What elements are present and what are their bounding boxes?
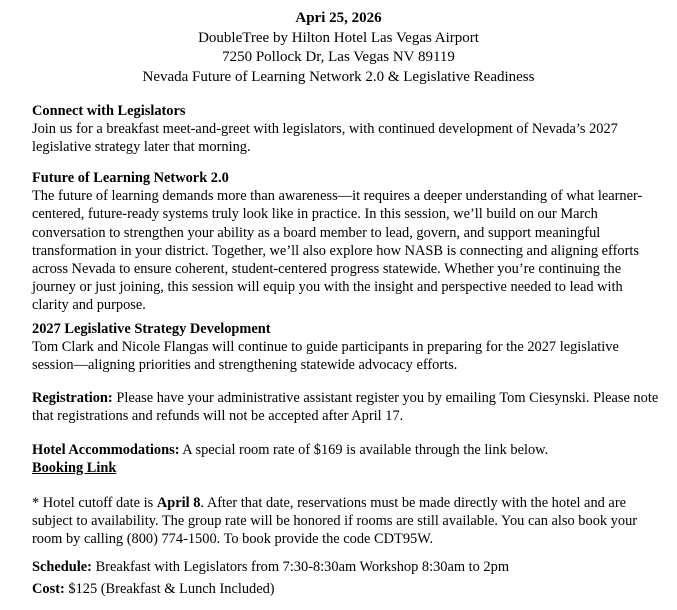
- section-legislative-strategy: [32, 320, 662, 375]
- schedule-line: [32, 558, 662, 576]
- cost-label: Cost:: [32, 581, 65, 597]
- cost-text: $125 (Breakfast & Lunch Included): [68, 581, 275, 597]
- section-title: Future of Learning Network 2.0: [32, 170, 229, 186]
- cutoff-note: [32, 494, 662, 549]
- event-date: Apri 25, 2026: [295, 10, 382, 26]
- cutoff-prefix: * Hotel cutoff date is: [32, 495, 154, 511]
- section-title: 2027 Legislative Strategy Development: [32, 321, 271, 337]
- schedule-label: Schedule:: [32, 559, 92, 575]
- section-text: Join us for a breakfast meet-and-greet with legislators, with continued development of Nevada’s 2027 legislative strategy later that morning.: [32, 121, 618, 156]
- hotel-label: Hotel Accommodations:: [32, 442, 180, 458]
- section-future-of-learning: [32, 169, 662, 315]
- booking-link[interactable]: Booking Link: [32, 460, 117, 477]
- hotel-block: [32, 441, 662, 477]
- hotel-line: [32, 441, 662, 459]
- venue-name: DoubleTree by Hilton Hotel Las Vegas Airport: [198, 29, 479, 46]
- section-title: Connect with Legislators: [32, 103, 186, 119]
- schedule-text: Breakfast with Legislators from 7:30-8:30am Workshop 8:30am to 2pm: [95, 559, 510, 575]
- venue-address: 7250 Pollock Dr, Las Vegas NV 89119: [222, 49, 455, 65]
- registration-label: Registration:: [32, 390, 113, 406]
- cutoff-text: . After that date, reservations must be made directly with the hotel and are subject to availability. The group rate will be honored if rooms are still available. You can also book your room by calling (800) 774-1500. To book provide the code CDT95W.: [32, 495, 638, 548]
- hotel-text: A special room rate of $169 is available through the link below.: [182, 442, 549, 458]
- event-title: Nevada Future of Learning Network 2.0 & Legislative Readiness: [142, 68, 535, 85]
- registration-text: Please have your administrative assistant register you by emailing Tom Ciesynski. Please note that registrations and refunds will not be accepted after April 17.: [32, 390, 659, 425]
- section-connect: [32, 102, 662, 157]
- cost-line: [32, 580, 662, 598]
- section-text: Tom Clark and Nicole Flangas will continue to guide participants in preparing for the 2027 legislative session—aligning priorities and strengthening statewide advocacy efforts.: [32, 339, 619, 374]
- event-header: [0, 9, 677, 87]
- registration-block: [32, 389, 662, 425]
- section-text: The future of learning demands more than awareness—it requires a deeper understanding of what learner-centered, future-ready systems truly look like in practice. In this session, we’ll build on our March conversation to strengthen your ability as a board member to lead, govern, and support meaningful transformation in your district. Together, we’ll also explore how NASB is connecting and aligning efforts across Nevada to ensure coherent, student-centered progress statewide. Whether you’re continuing the journey or just joining, this session will equip you with the insight and perspective needed to lead with clarity and purpose.: [32, 188, 643, 314]
- cutoff-date: April 8: [156, 495, 201, 511]
